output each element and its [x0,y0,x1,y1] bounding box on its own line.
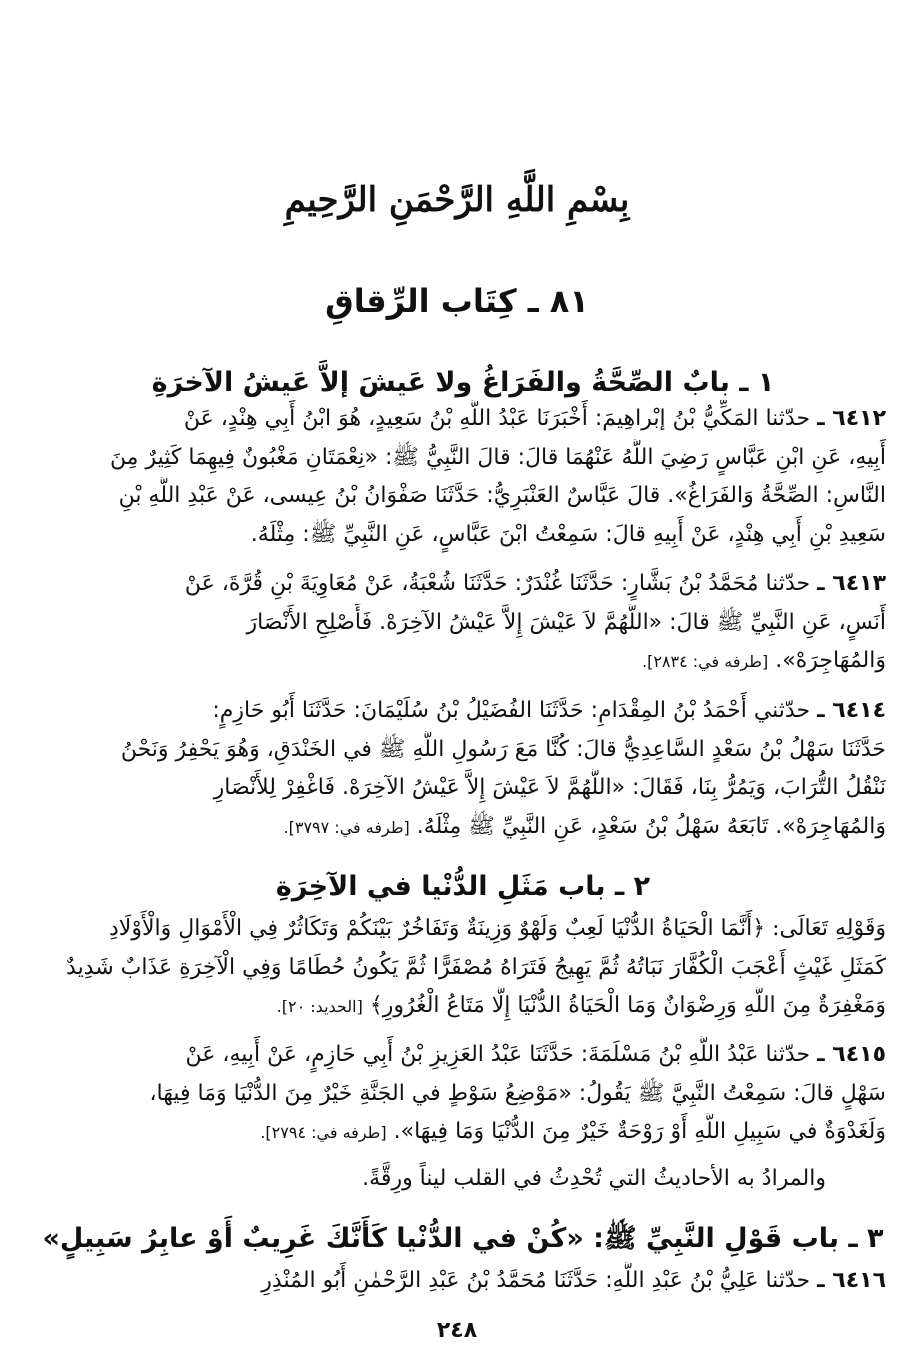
hadith-6412 [40,400,886,554]
quran-verse [40,910,886,1027]
hadith-line: سَهْلٍ قالَ: سَمِعْتُ النَّبِيَّ ﷺ يَقُولُ: «مَوْضِعُ سَوْطٍ في الجَنَّةِ خَيْرٌ مِنَ الدُّنْيَا وَمَا فِيهَا، [149,1080,886,1106]
hadith-line: نَنْقُلُ التُّرَابَ، وَيَمُرُّ بِنَا، فَقَالَ: «اللَّهُمَّ لاَ عَيْشَ إِلاَّ عَيْشُ الآخِرَهْ. فَاغْفِرْ لِلأَنْصَارِ [213,775,886,800]
hadith-number: ٦٤١٥ ـ [817,1042,886,1067]
page-number: ٢٤٨ [436,1318,478,1343]
hadith-line [40,1036,886,1075]
hadith-number: ٦٤١٦ ـ [817,1268,886,1293]
cross-reference: [طرفه في: ٣٧٩٧]. [283,817,410,837]
hadith-text: حدّثنا مُحَمَّدُ بْنُ بَشَّارٍ: حَدَّثَنَا غُنْدَرٌ: حَدَّثَنَا شُعْبَةُ، عَنْ مُعَاوِيَةَ بْنِ قُرَّةَ، عَنْ [184,571,811,596]
book-title: ٨١ ـ كِتَاب الرِّقاقِ [325,282,589,320]
hadith-line [40,642,886,682]
hadith-line: حَدَّثَنَا سَهْلُ بْنُ سَعْدٍ السَّاعِدِيُّ قالَ: كُنَّا مَعَ رَسُولِ اللَّهِ ﷺ في الخَنْدَقِ، وَهُوَ يَحْفِرُ وَنَحْنُ [120,736,886,762]
hadith-line [40,1262,886,1301]
basmala: بِسْمِ اللَّهِ الرَّحْمَنِ الرَّحِيمِ [284,180,630,220]
hadith-text: وَالمُهَاجِرَهْ». [775,648,886,673]
verse-reference: [الحديد: ٢٠]. [276,997,363,1016]
verse-line [40,987,886,1027]
chapter-1-title: ١ ـ بابٌ الصِّحَّةُ والفَرَاغُ ولا عَيشَ إلاَّ عَيشُ الآخرَةِ [151,367,775,398]
verse-line: كَمَثَلِ غَيْثٍ أَعْجَبَ الْكُفَّارَ نَبَاتُهُ ثُمَّ يَهِيجُ فَتَرَاهُ مُصْفَرًّا ثُمَّ يَكُونُ حُطَامًا وَفِي الْآخِرَةِ عَذَابٌ شَدِيدٌ [66,954,886,980]
hadith-line [40,400,886,439]
chapter-3-title: ٣ ـ باب قَوْلِ النَّبِيِّ ﷺ: «كُنْ في الدُّنْيا كَأَنَّكَ غَرِيبٌ أَوْ عابِرُ سَبِيلٍ» [42,1223,884,1254]
hadith-text: وَالمُهَاجِرَهْ». تَابَعَهُ سَهْلُ بْنُ سَعْدٍ، عَنِ النَّبِيِّ ﷺ مِثْلَهُ. [416,813,886,839]
hadith-line: سَعِيدِ بْنِ أَبِي هِنْدٍ، عَنْ أَبِيهِ قالَ: سَمِعْتُ ابْنَ عَبَّاسٍ، عَنِ النَّبِيِّ ﷺ: مِثْلَهُ. [250,521,886,547]
explanatory-note: والمرادُ به الأحاديثُ التي تُحْدِثُ في القلب ليناً ورِقَّةً. [362,1166,826,1191]
hadith-6416 [40,1262,886,1301]
hadith-number: ٦٤١٤ ـ [817,698,886,723]
hadith-line [40,1113,886,1153]
hadith-line [40,692,886,731]
hadith-6415 [40,1036,886,1153]
hadith-line: أَنَسٍ، عَنِ النَّبِيِّ ﷺ قالَ: «اللَّهُمَّ لاَ عَيْشَ إِلاَّ عَيْشُ الآخِرَهْ. فَأَصْلِحِ الأَنْصَارَ [246,609,886,635]
hadith-number: ٦٤١٢ ـ [817,406,886,431]
hadith-text: حدّثنا عَلِيُّ بْنُ عَبْدِ اللَّهِ: حَدَّثَنَا مُحَمَّدُ بْنُ عَبْدِ الرَّحْمٰنِ أَبُو المُنْذِرِ [261,1268,811,1293]
hadith-text: حدّثنا المَكِّيُّ بْنُ إبْراهِيمَ: أَخْبَرَنَا عَبْدُ اللَّهِ بْنُ سَعِيدٍ، هُوَ ابْنُ أَبِي هِنْدٍ، عَنْ [183,406,811,431]
hadith-text: وَلَغَدْوَةٌ في سَبِيلِ اللَّهِ أَوْ رَوْحَةٌ خَيْرٌ مِنَ الدُّنْيَا وَمَا فِيهَا». [393,1119,886,1144]
hadith-line [40,808,886,848]
cross-reference: [طرفه في: ٢٧٩٤]. [260,1123,387,1142]
hadith-6414 [40,692,886,847]
chapter-2-title: ٢ ـ باب مَثَلِ الدُّنْيا في الآخِرَةِ [275,871,651,902]
hadith-line: النَّاسِ: الصِّحَّةُ وَالفَرَاغُ». قالَ عَبَّاسٌ العَنْبَرِيُّ: حَدَّثَنَا صَفْوَانُ بْنُ عِيسى، عَنْ عَبْدِ اللَّهِ بْنِ [118,483,886,508]
hadith-number: ٦٤١٣ ـ [817,571,886,596]
cross-reference: [طرفه في: ٢٨٣٤]. [641,652,769,671]
hadith-text: حدّثنا عَبْدُ اللَّهِ بْنُ مَسْلَمَةَ: حَدَّثَنَا عَبْدُ العَزِيزِ بْنُ أَبِي حَازِمٍ، عَنْ أَبِيهِ، عَنْ [185,1042,811,1067]
verse-line: وَقَوْلِهِ تَعَالَى: ﴿أَنَّمَا الْحَيَاةُ الدُّنْيَا لَعِبٌ وَلَهْوٌ وَزِينَةٌ وَتَفَاخُرٌ بَيْنَكُمْ وَتَكَاثُرٌ فِي الْأَمْوَالِ وَالْأَوْلَادِ [108,916,886,941]
hadith-text: حدّثني أَحْمَدُ بْنُ المِقْدَامِ: حَدَّثَنَا الفُضَيْلُ بْنُ سُلَيْمَانَ: حَدَّثَنَا أَبُو حَازِمٍ: [212,698,811,723]
verse-text: وَمَغْفِرَةٌ مِنَ اللَّهِ وَرِضْوَانٌ وَمَا الْحَيَاةُ الدُّنْيَا إِلَّا مَتَاعُ الْغُرُورِ﴾ [369,993,886,1018]
hadith-6413 [40,565,886,682]
hadith-line: أَبِيهِ، عَنِ ابْنِ عَبَّاسٍ رَضِيَ اللَّهُ عَنْهُمَا قالَ: قالَ النَّبِيُّ ﷺ: «نِعْمَتَانِ مَغْبُونٌ فِيهِمَا كَثِيرٌ مِنَ [109,444,886,470]
hadith-line [40,565,886,604]
